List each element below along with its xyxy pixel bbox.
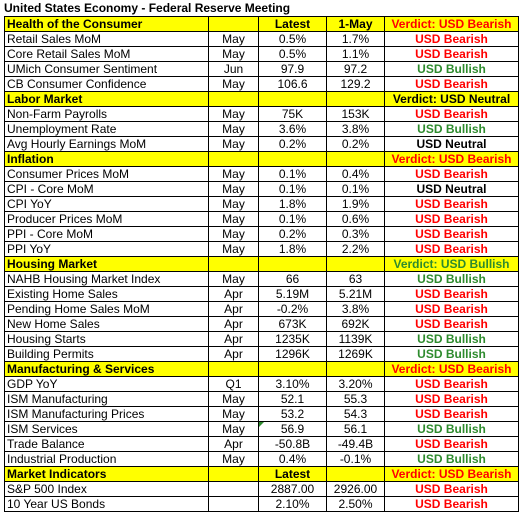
signal: USD Bearish [385,32,519,47]
signal: USD Neutral [385,137,519,152]
section-period-blank [209,17,259,32]
table-row [5,77,519,92]
signal: USD Bearish [385,47,519,62]
signal: USD Bearish [385,437,519,452]
previous-value: 56.1 [327,422,385,437]
previous-value: 0.2% [327,137,385,152]
indicator-name: PPI YoY [5,242,209,257]
signal: USD Bullish [385,422,519,437]
signal: USD Bullish [385,332,519,347]
latest-value: 56.9 [259,422,327,437]
signal: USD Bearish [385,497,519,512]
section-header-row [5,152,519,167]
indicator-name: Core Retail Sales MoM [5,47,209,62]
signal: USD Bullish [385,347,519,362]
indicator-name: PPI - Core MoM [5,227,209,242]
signal: USD Bearish [385,242,519,257]
previous-value: 1139K [327,332,385,347]
table-row [5,137,519,152]
signal: USD Bearish [385,167,519,182]
latest-value: 1235K [259,332,327,347]
period: Apr [209,332,259,347]
signal: USD Neutral [385,182,519,197]
section-col-previous [327,467,385,482]
table-row [5,122,519,137]
indicator-name: Producer Prices MoM [5,212,209,227]
table-row [5,422,519,437]
section-title: Market Indicators [5,467,209,482]
previous-value: 3.20% [327,377,385,392]
table-row [5,167,519,182]
section-col-latest: Latest [259,467,327,482]
table-row [5,482,519,497]
indicator-name: S&P 500 Index [5,482,209,497]
table-row [5,407,519,422]
period: May [209,212,259,227]
latest-value: 1.8% [259,242,327,257]
section-header-row [5,257,519,272]
previous-value: -0.1% [327,452,385,467]
section-col-latest: Latest [259,17,327,32]
indicator-name: New Home Sales [5,317,209,332]
previous-value: 1.1% [327,47,385,62]
indicator-name: Consumer Prices MoM [5,167,209,182]
period: Apr [209,317,259,332]
table-row [5,212,519,227]
section-period-blank [209,467,259,482]
latest-value: 3.10% [259,377,327,392]
period: May [209,122,259,137]
section-col-latest [259,257,327,272]
table-row [5,347,519,362]
section-title: Labor Market [5,92,209,107]
signal: USD Bearish [385,287,519,302]
table-row [5,32,519,47]
signal: USD Bullish [385,62,519,77]
latest-value: 3.6% [259,122,327,137]
latest-value: 0.2% [259,227,327,242]
latest-value: 2887.00 [259,482,327,497]
period: May [209,182,259,197]
latest-value: -0.2% [259,302,327,317]
signal: USD Bearish [385,107,519,122]
table-row [5,437,519,452]
latest-value: 1.8% [259,197,327,212]
section-header-row [5,467,519,482]
latest-value: 0.2% [259,137,327,152]
section-col-latest [259,152,327,167]
period: May [209,137,259,152]
section-header-row [5,17,519,32]
latest-value: 0.1% [259,182,327,197]
period: Jun [209,62,259,77]
table-row [5,227,519,242]
section-col-previous [327,257,385,272]
previous-value: 1.9% [327,197,385,212]
previous-value: 2.2% [327,242,385,257]
period: May [209,242,259,257]
latest-value: 0.1% [259,167,327,182]
period: May [209,47,259,62]
table-row [5,197,519,212]
indicator-name: GDP YoY [5,377,209,392]
signal: USD Bearish [385,77,519,92]
table-row [5,392,519,407]
section-title: Health of the Consumer [5,17,209,32]
period: Q1 [209,377,259,392]
latest-value: 75K [259,107,327,122]
indicator-name: Trade Balance [5,437,209,452]
period: May [209,407,259,422]
indicator-name: Existing Home Sales [5,287,209,302]
signal: USD Bearish [385,392,519,407]
comment-indicator-icon [259,422,264,427]
previous-value: 2.50% [327,497,385,512]
previous-value: 3.8% [327,122,385,137]
indicator-name: UMich Consumer Sentiment [5,62,209,77]
section-verdict: Verdict: USD Bearish [385,152,519,167]
period: May [209,197,259,212]
section-verdict: Verdict: USD Bullish [385,257,519,272]
latest-value: 0.5% [259,32,327,47]
latest-value: 97.9 [259,62,327,77]
table-row [5,287,519,302]
previous-value: 97.2 [327,62,385,77]
period: Apr [209,347,259,362]
previous-value: 692K [327,317,385,332]
period: May [209,422,259,437]
previous-value: 5.21M [327,287,385,302]
table-row [5,317,519,332]
table-row [5,47,519,62]
previous-value: 0.1% [327,182,385,197]
period: Apr [209,287,259,302]
table-row [5,452,519,467]
table-row [5,107,519,122]
section-period-blank [209,257,259,272]
latest-value: 673K [259,317,327,332]
table-row [5,272,519,287]
table-row [5,242,519,257]
signal: USD Bearish [385,227,519,242]
previous-value: 153K [327,107,385,122]
period: May [209,392,259,407]
previous-value: 129.2 [327,77,385,92]
section-verdict: Verdict: USD Bearish [385,17,519,32]
section-header-row [5,362,519,377]
section-verdict: Verdict: USD Neutral [385,92,519,107]
table-row [5,302,519,317]
period: Apr [209,302,259,317]
previous-value: 63 [327,272,385,287]
latest-value: 106.6 [259,77,327,92]
latest-value: 0.1% [259,212,327,227]
section-period-blank [209,92,259,107]
latest-value: 52.1 [259,392,327,407]
indicator-name: Housing Starts [5,332,209,347]
section-col-previous [327,362,385,377]
indicator-name: Avg Hourly Earnings MoM [5,137,209,152]
section-col-latest [259,362,327,377]
signal: USD Bullish [385,122,519,137]
signal: USD Bullish [385,452,519,467]
table-row [5,62,519,77]
section-col-previous [327,92,385,107]
section-period-blank [209,362,259,377]
previous-value: 3.8% [327,302,385,317]
table-row [5,377,519,392]
previous-value: 0.3% [327,227,385,242]
indicator-name: CPI YoY [5,197,209,212]
section-col-latest [259,92,327,107]
page-title: United States Economy - Federal Reserve Meeting [4,1,291,15]
indicator-name: Industrial Production [5,452,209,467]
section-verdict: Verdict: USD Bearish [385,467,519,482]
indicator-name: Non-Farm Payrolls [5,107,209,122]
latest-value: 1296K [259,347,327,362]
section-col-previous: 1-May [327,17,385,32]
latest-value: 53.2 [259,407,327,422]
period: May [209,167,259,182]
previous-value: 55.3 [327,392,385,407]
previous-value: -49.4B [327,437,385,452]
section-verdict: Verdict: USD Bearish [385,362,519,377]
period: May [209,77,259,92]
indicator-name: ISM Services [5,422,209,437]
latest-value: 0.4% [259,452,327,467]
latest-value: 2.10% [259,497,327,512]
period: Apr [209,437,259,452]
indicator-name: ISM Manufacturing Prices [5,407,209,422]
latest-value: 5.19M [259,287,327,302]
indicator-name: 10 Year US Bonds [5,497,209,512]
table-row [5,332,519,347]
previous-value: 1.7% [327,32,385,47]
table-row [5,182,519,197]
section-title: Housing Market [5,257,209,272]
period: May [209,107,259,122]
previous-value: 0.4% [327,167,385,182]
indicator-name: NAHB Housing Market Index [5,272,209,287]
signal: USD Bearish [385,407,519,422]
signal: USD Bearish [385,212,519,227]
signal: USD Bearish [385,197,519,212]
indicator-name: Pending Home Sales MoM [5,302,209,317]
indicator-name: CPI - Core MoM [5,182,209,197]
signal: USD Bearish [385,302,519,317]
latest-value: 66 [259,272,327,287]
indicator-name: Retail Sales MoM [5,32,209,47]
latest-value: -50.8B [259,437,327,452]
signal: USD Bearish [385,482,519,497]
previous-value: 1269K [327,347,385,362]
period: May [209,32,259,47]
period [209,497,259,512]
section-title: Inflation [5,152,209,167]
previous-value: 2926.00 [327,482,385,497]
indicator-name: CB Consumer Confidence [5,77,209,92]
indicator-name: Building Permits [5,347,209,362]
previous-value: 0.6% [327,212,385,227]
signal: USD Bearish [385,377,519,392]
section-period-blank [209,152,259,167]
period: May [209,452,259,467]
signal: USD Bullish [385,272,519,287]
period: May [209,272,259,287]
period [209,482,259,497]
indicator-name: Unemployment Rate [5,122,209,137]
section-header-row [5,92,519,107]
indicator-name: ISM Manufacturing [5,392,209,407]
section-col-previous [327,152,385,167]
economy-table [4,16,519,512]
period: May [209,227,259,242]
previous-value: 54.3 [327,407,385,422]
signal: USD Bearish [385,317,519,332]
section-title: Manufacturing & Services [5,362,209,377]
latest-value: 0.5% [259,47,327,62]
table-row [5,497,519,512]
